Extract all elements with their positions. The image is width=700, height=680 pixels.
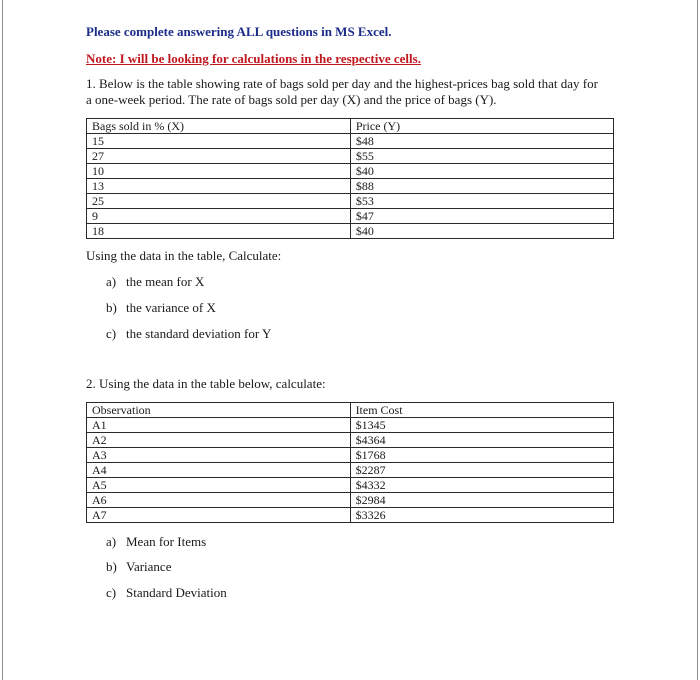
item-letter: c) bbox=[106, 326, 117, 341]
observation-cell: A5 bbox=[87, 478, 351, 493]
price-cell: $40 bbox=[350, 224, 613, 239]
column-header-price: Price (Y) bbox=[350, 119, 613, 134]
question1-intro: 1. Below is the table showing rate of bags sold per day and the highest-prices bag sold that day for a one-week period. The rate of bags sold per day (X) and the price of bags (Y). bbox=[86, 76, 598, 107]
item-letter: a) bbox=[106, 534, 117, 549]
item-text: Variance bbox=[126, 559, 172, 574]
price-cell: $88 bbox=[350, 179, 613, 194]
observation-cell: A7 bbox=[87, 508, 351, 523]
item-cost-cell: $3326 bbox=[350, 508, 613, 523]
instruction-heading: Please complete answering ALL questions in MS Excel. bbox=[86, 24, 392, 39]
table-row bbox=[87, 478, 614, 493]
table-row bbox=[87, 149, 614, 164]
bags-sold-cell: 27 bbox=[87, 149, 351, 164]
bags-sold-cell: 25 bbox=[87, 194, 351, 209]
question1-item-b bbox=[106, 300, 216, 316]
item-cost-cell: $2984 bbox=[350, 493, 613, 508]
item-cost-cell: $2287 bbox=[350, 463, 613, 478]
item-letter: b) bbox=[106, 559, 117, 574]
price-cell: $40 bbox=[350, 164, 613, 179]
observation-cell: A2 bbox=[87, 433, 351, 448]
question2-item-b bbox=[106, 559, 171, 575]
item-text: Standard Deviation bbox=[126, 585, 227, 600]
price-cell: $53 bbox=[350, 194, 613, 209]
question2-item-a bbox=[106, 534, 206, 550]
page-left-border bbox=[2, 0, 3, 680]
bags-sold-cell: 18 bbox=[87, 224, 351, 239]
column-header-bags-sold: Bags sold in % (X) bbox=[87, 119, 351, 134]
table-header-row bbox=[87, 119, 614, 134]
bags-sold-cell: 9 bbox=[87, 209, 351, 224]
table-row bbox=[87, 224, 614, 239]
table-row bbox=[87, 164, 614, 179]
column-header-observation: Observation bbox=[87, 403, 351, 418]
table-row bbox=[87, 448, 614, 463]
table-row bbox=[87, 418, 614, 433]
observation-cell: A1 bbox=[87, 418, 351, 433]
table-row bbox=[87, 493, 614, 508]
table-row bbox=[87, 179, 614, 194]
table-row bbox=[87, 508, 614, 523]
item-cost-table bbox=[86, 402, 614, 523]
observation-cell: A6 bbox=[87, 493, 351, 508]
item-letter: b) bbox=[106, 300, 117, 315]
table-header-row bbox=[87, 403, 614, 418]
page-right-border bbox=[697, 0, 698, 680]
item-letter: c) bbox=[106, 585, 117, 600]
observation-cell: A3 bbox=[87, 448, 351, 463]
bags-sold-cell: 15 bbox=[87, 134, 351, 149]
item-text: the variance of X bbox=[126, 300, 216, 315]
table-row bbox=[87, 463, 614, 478]
bags-sold-cell: 13 bbox=[87, 179, 351, 194]
item-cost-cell: $4332 bbox=[350, 478, 613, 493]
question1-item-a bbox=[106, 274, 204, 290]
table-row bbox=[87, 194, 614, 209]
question1-prompt: Using the data in the table, Calculate: bbox=[86, 248, 282, 263]
column-header-item-cost: Item Cost bbox=[350, 403, 613, 418]
table-row bbox=[87, 134, 614, 149]
item-text: Mean for Items bbox=[126, 534, 207, 549]
observation-cell: A4 bbox=[87, 463, 351, 478]
item-letter: a) bbox=[106, 274, 117, 289]
note-heading: Note: I will be looking for calculations in the respective cells. bbox=[86, 51, 421, 66]
price-cell: $55 bbox=[350, 149, 613, 164]
bags-sold-cell: 10 bbox=[87, 164, 351, 179]
item-cost-cell: $1768 bbox=[350, 448, 613, 463]
question1-item-c bbox=[106, 326, 271, 342]
item-text: the standard deviation for Y bbox=[126, 326, 272, 341]
table-row bbox=[87, 433, 614, 448]
item-cost-cell: $1345 bbox=[350, 418, 613, 433]
question2-item-c bbox=[106, 585, 227, 601]
price-cell: $48 bbox=[350, 134, 613, 149]
question2-intro: 2. Using the data in the table below, calculate: bbox=[86, 376, 326, 391]
item-cost-cell: $4364 bbox=[350, 433, 613, 448]
price-cell: $47 bbox=[350, 209, 613, 224]
bags-price-table bbox=[86, 118, 614, 239]
table-row bbox=[87, 209, 614, 224]
item-text: the mean for X bbox=[126, 274, 205, 289]
